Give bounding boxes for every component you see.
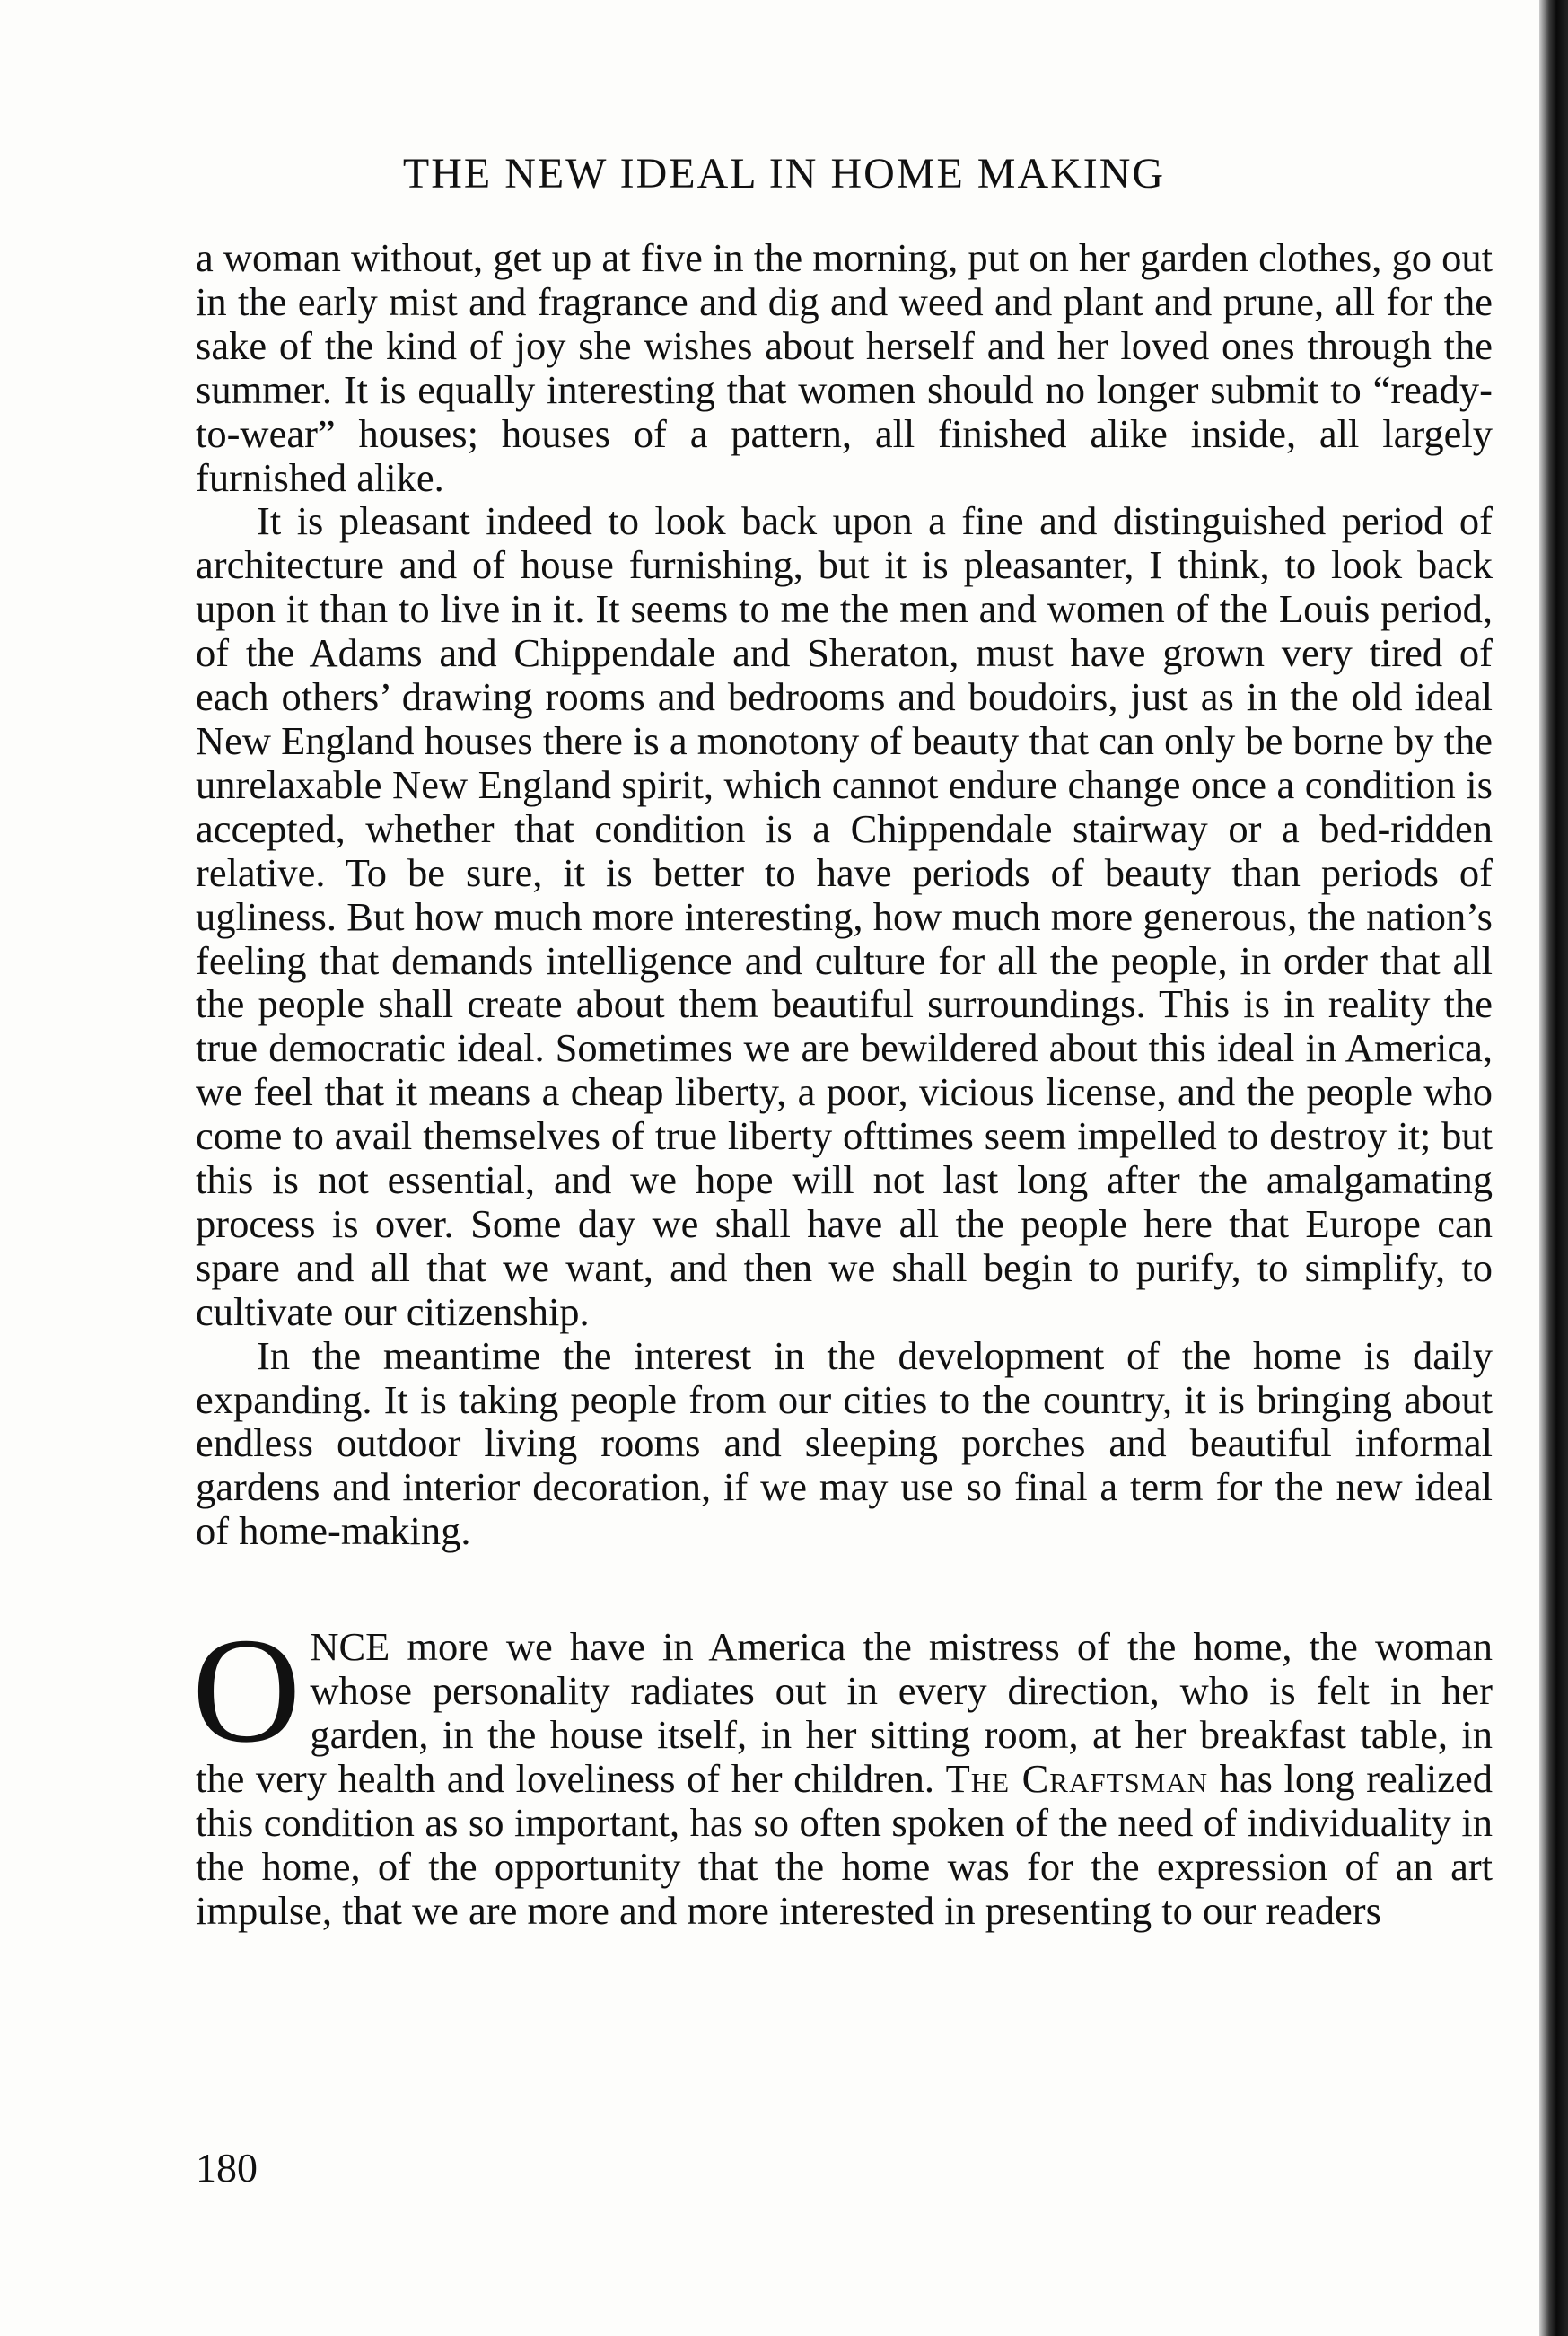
running-head: THE NEW IDEAL IN HOME MAKING	[402, 150, 1166, 198]
drop-cap-letter: O	[192, 1607, 302, 1775]
section-lead-text: NCE more we have in America the mistress of the home, the woman whose personality radiates out in every direction, who is felt in her garden, in the house itself, in her sitting room, at her breakfast table, in the very health and loveliness of her children.	[196, 1624, 1493, 1801]
section-rest-text: has long realized this condition as so important, has so often spoken of the need of individuality in the home, of the opportunity that the home was for the expression of an art impulse, that we are more and more interested in presenting to our readers	[196, 1755, 1494, 1933]
page-edge-shadow	[1539, 0, 1568, 2336]
page-number: 180	[196, 2145, 258, 2191]
paragraph-architecture-periods: It is pleasant indeed to look back upon a fine and distinguished period of architecture and of house furnishing, but it is pleasanter, I think, to look back upon it than to live in it. It seems to me the men and women of the Louis period, of the Adams and Chippendale and Sheraton, must have grown very tired of each others’ drawing rooms and bedrooms and boudoirs, just as in the old ideal New England houses there is a monotony of beauty that can only be borne by the unrelaxable New England spirit, which cannot endure change once a condition is accepted, whether that condition is a Chippendale stairway or a bed-ridden relative. To be sure, it is better to have periods of beauty than periods of ugliness. But how much more interesting, how much more generous, the nation’s feeling that demands intelligence and culture for all the people, in order that all the people shall create about them beautiful surroundings. This is in reality the true democratic ideal. Sometimes we are bewildered about this ideal in America, we feel that it means a cheap liberty, a poor, vicious license, and the people who come to avail themselves of true liberty ofttimes seem impelled to destroy it; but this is not essential, and we hope will not last long after the amalgamating process is over. Some day we shall have all the people here that Europe can spare and all that we want, and then we shall begin to purify, to simplify, to cultivate our citizenship.	[196, 498, 1493, 1334]
paragraph-mistress-of-home	[192, 1607, 1494, 1933]
paragraph-continued: a woman without, get up at five in the morning, put on her garden clothes, go out in the early mist and fragrance and dig and weed and plant and prune, all for the sake of the kind of joy she wishes about herself and her loved ones through the summer. It is equally interesting that women should no longer submit to “ready-to-wear” houses; houses of a pattern, all finished alike inside, all largely furnished alike.	[196, 235, 1493, 500]
body-text	[192, 235, 1494, 1933]
section-break	[196, 1553, 1493, 1625]
magazine-name: The Craftsman	[945, 1755, 1209, 1801]
paragraph-home-development: In the meantime the interest in the development of the home is daily expanding. It is taking people from our cities to the country, it is bringing about endless outdoor living rooms and sleeping porches and beautiful informal gardens and interior decoration, if we may use so final a term for the new ideal of home-making.	[196, 1332, 1493, 1554]
